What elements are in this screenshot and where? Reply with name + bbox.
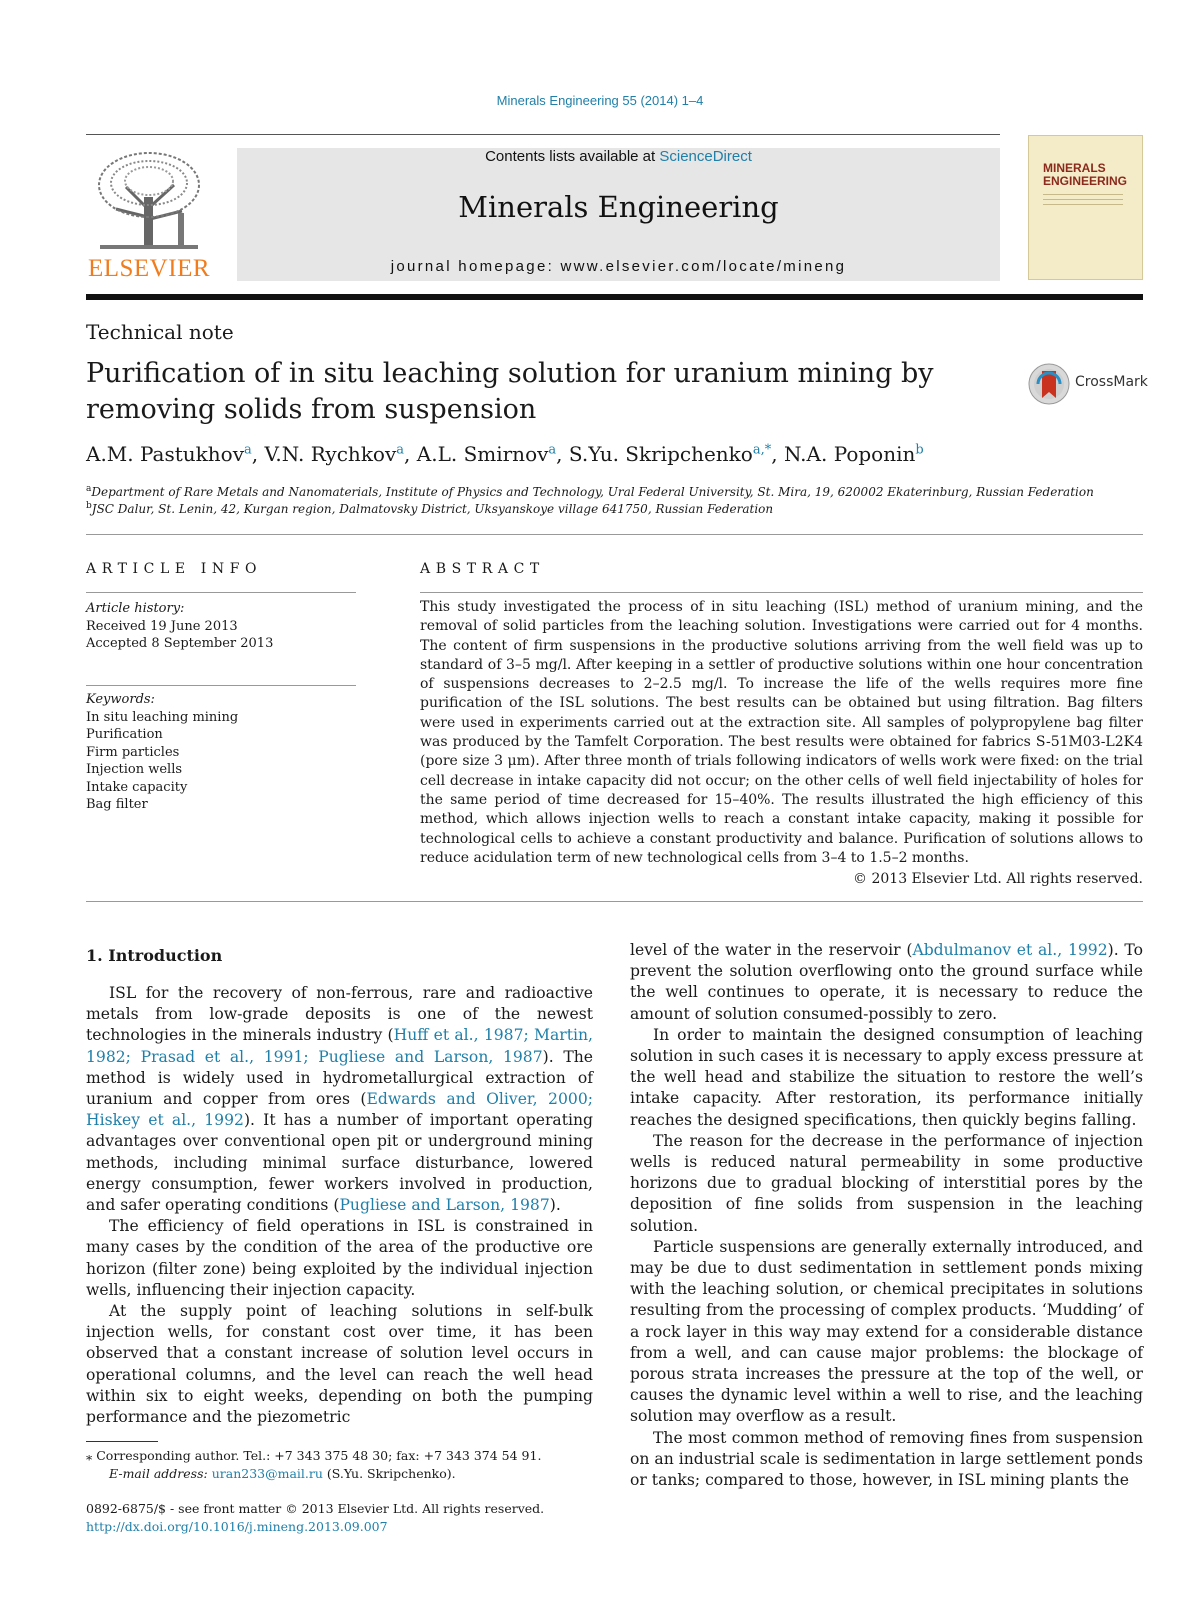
section-heading-introduction: 1. Introduction <box>86 946 223 965</box>
paragraph: The most common method of removing fines from suspension on an industrial scale is sedimentation in large settlement ponds or tanks; compared to those, however, in ISL mining plants the <box>630 1428 1143 1490</box>
divider <box>420 592 1143 593</box>
divider <box>86 685 356 686</box>
section-type: Technical note <box>86 320 234 344</box>
history-label: Article history: <box>86 601 185 616</box>
author-name[interactable]: A.M. Pastukhov <box>86 442 244 466</box>
keyword: In situ leaching mining <box>86 709 239 725</box>
elsevier-logo <box>86 147 212 283</box>
keywords-label: Keywords: <box>86 692 155 707</box>
journal-banner <box>237 148 1000 281</box>
paragraph: The efficiency of field operations in ISL is constrained in many cases by the condition of the area of the productive ore horizon (filter zone) being exploited by the individual injection wells, influencing their injection capacity. <box>86 1217 593 1299</box>
footnote-rule <box>86 1441 158 1442</box>
article-info-heading: ARTICLE INFO <box>86 561 263 577</box>
paragraph: In order to maintain the designed consumption of leaching solution in such cases it is necessary to apply excess pressure at the well head and stabilize the situation to restore the well’s intake capacity. After restoration, its performance initially reaches the designed specifications, then quickly begins falling. <box>630 1025 1143 1129</box>
citation-link[interactable]: Abdulmanov et al., 1992 <box>912 941 1108 959</box>
crossmark-label: CrossMark <box>1075 374 1148 390</box>
abstract-text: This study investigated the process of in situ leaching (ISL) method of uranium mining, and the removal of solid particles from the leaching solution. Investigations were carried out for 4 months. The content of firm suspensions in the productive solutions arriving from the well field was up to standard of 3–5 mg/l. After keeping in a settler of productive solutions within one hour concentration of suspensions decreases to 2–2.5 mg/l. To increase the life of the wells requires more fine purification of the ISL solutions. The best results can be obtained but using filtration. Bag filters were used in experiments carried out at the extraction site. All samples of polypropylene bag filter was produced by the Tamfelt Corporation. The best results were obtained for fabrics S-51M03-L2K4 (pore size 3 μm). After three month of trials following indicators of wells work were fixed: on the trial cell decrease in intake capacity did not occur; on the other cells of well field injectability of holes for the same period of time decreased for 15–40%. The results illustrated the high efficiency of this method, which allows injection wells to reach a constant intake capacity, making it possible for technological cells to achieve a constant productivity and balance. Purification of solutions allows to reduce acidulation term of new technological cells from 3–4 to 1.5–2 months. <box>420 599 1143 866</box>
bottom-identifiers <box>86 1500 544 1535</box>
author-affil-marker[interactable]: a <box>548 442 557 458</box>
email-link[interactable]: uran233@mail.ru <box>211 1465 323 1481</box>
author-name[interactable]: S.Yu. Skripchenko <box>568 442 753 466</box>
contents-line <box>237 148 1000 165</box>
article-title: Purification of in situ leaching solution for uranium mining by removing solids from suspension <box>86 358 934 425</box>
body-right-column <box>630 940 1143 1491</box>
accepted-date: Accepted 8 September 2013 <box>86 636 274 651</box>
doi-link[interactable]: http://dx.doi.org/10.1016/j.mineng.2013.09.007 <box>86 1518 388 1534</box>
affiliation-a: $^a$Department of Rare Metals and Nanomaterials, Institute of Physics and Technology, Ural Federal University, St. Mira, 19, 620002 Ekaterinburg, Russian Federation <box>86 484 1094 499</box>
divider <box>86 901 1143 902</box>
crossmark-badge[interactable] <box>1027 362 1147 406</box>
header-thick-rule <box>86 294 1143 300</box>
journal-homepage[interactable]: journal homepage: www.elsevier.com/locate/mineng <box>390 258 847 275</box>
contents-prefix: Contents lists available at <box>485 148 660 165</box>
journal-title: Minerals Engineering <box>458 190 779 224</box>
abstract-copyright: © 2013 Elsevier Ltd. All rights reserved. <box>853 871 1143 887</box>
footnote-marker: ⁎ <box>86 1448 93 1463</box>
author-affil-marker[interactable]: a <box>244 442 252 458</box>
cover-text-lines <box>1043 194 1123 209</box>
paragraph: The reason for the decrease in the performance of injection wells is reduced natural permeability in some productive horizons due to gradual blocking of interstitial pores by the deposition of fine solids from suspension in the leaching solution. <box>630 1131 1143 1235</box>
keywords-block <box>86 691 356 814</box>
author-affil-marker[interactable]: b <box>915 442 924 458</box>
affiliation-b: $^b$JSC Dalur, St. Lenin, 42, Kurgan region, Dalmatovsky District, Uksyanskoye village 641750, Russian Federation <box>86 501 774 516</box>
elsevier-wordmark: ELSEVIER <box>87 255 211 282</box>
elsevier-tree-icon <box>86 147 212 255</box>
keyword: Bag filter <box>86 797 148 812</box>
paragraph: ISL for the recovery of non-ferrous, rare and radioactive metals from low-grade deposits is one of the newest technologies in the minerals industry (Huff et al., 1987; Martin, 1982; Prasad et al., 1991; Pugliese and Larson, 1987). The method is widely used in hydrometallurgical extraction of uranium and copper from ores (Edwards and Oliver, 2000; Hiskey et al., 1992). It has a number of important operating advantages over conventional open pit or underground mining methods, including minimal surface disturbance, lowered energy consumption, fewer workers involved in production, and safer operating conditions (Pugliese and Larson, 1987). <box>86 984 593 1215</box>
keyword: Purification <box>86 727 163 742</box>
citation-link[interactable]: Edwards and Oliver, 2000; Hiskey et al., 1992 <box>86 1090 593 1130</box>
author-affil-marker[interactable]: a,* <box>752 442 772 458</box>
abstract-heading: ABSTRACT <box>420 561 545 577</box>
keyword: Injection wells <box>86 762 183 777</box>
author-name[interactable]: V.N. Rychkov <box>264 442 397 466</box>
sciencedirect-link[interactable]: ScienceDirect <box>659 148 752 165</box>
cover-title: MINERALS ENGINEERING <box>1043 161 1128 188</box>
author-name[interactable]: A.L. Smirnov <box>416 442 549 466</box>
header-rule <box>86 134 1000 135</box>
citation-link[interactable]: Pugliese and Larson, 1987 <box>339 1196 550 1215</box>
article-history <box>86 600 356 653</box>
corresponding-author-footnote: ⁎ Corresponding author. Tel.: +7 343 375 48 30; fax: +7 343 374 54 91. E-mail address: uran233@mail.ru (S.Yu. Skripchenko). <box>86 1448 542 1481</box>
paragraph: level of the water in the reservoir (Abdulmanov et al., 1992). To prevent the solution overflowing onto the ground surface while the well continues to operate, it is necessary to reduce the amount of solution consumed-possibly to zero. <box>630 941 1144 1023</box>
issn-line: 0892-6875/$ - see front matter © 2013 Elsevier Ltd. All rights reserved. <box>86 1501 545 1516</box>
author-name[interactable]: N.A. Poponin <box>783 442 916 466</box>
journal-cover-thumbnail[interactable] <box>1028 135 1143 280</box>
divider <box>86 592 356 593</box>
paragraph: At the supply point of leaching solutions in self-bulk injection wells, for constant cost over time, it has been observed that a constant increase of solution level occurs in operational columns, and the level can reach the well head within six to eight weeks, depending on both the pumping performance and the piezometric <box>86 1302 593 1427</box>
author-affil-marker[interactable]: a <box>396 442 405 458</box>
paragraph: Particle suspensions are generally externally introduced, and may be due to dust sedimentation in settlement ponds mixing with the leaching solution, or chemical precipitates in solutions resulting from the processing of complex products. ‘Mudding’ of a rock layer in this way may extend for a considerable distance from a well, and can cause major problems: the blockage of porous strata increases the pressure at the top of the well, or causes the dynamic level within a well to rise, and the leaching solution may overflow as a result. <box>630 1237 1143 1426</box>
journal-citation[interactable]: Minerals Engineering 55 (2014) 1–4 <box>496 93 704 108</box>
keyword: Firm particles <box>86 744 180 760</box>
author-list: A.M. Pastukhov$^a$, V.N. Rychkov$^a$, A.L. Smirnov$^a$, S.Yu. Skripchenko$^{a,*}$, N.A. Poponin$^b$ <box>86 442 924 466</box>
divider <box>86 534 1143 535</box>
crossmark-icon <box>1027 362 1071 406</box>
citation-link[interactable]: Huff et al., 1987; Martin, 1982; Prasad et al., 1991; Pugliese and Larson, 1987 <box>86 1026 593 1066</box>
keyword: Intake capacity <box>86 779 188 795</box>
body-left-column <box>86 983 593 1428</box>
received-date: Received 19 June 2013 <box>86 618 238 634</box>
